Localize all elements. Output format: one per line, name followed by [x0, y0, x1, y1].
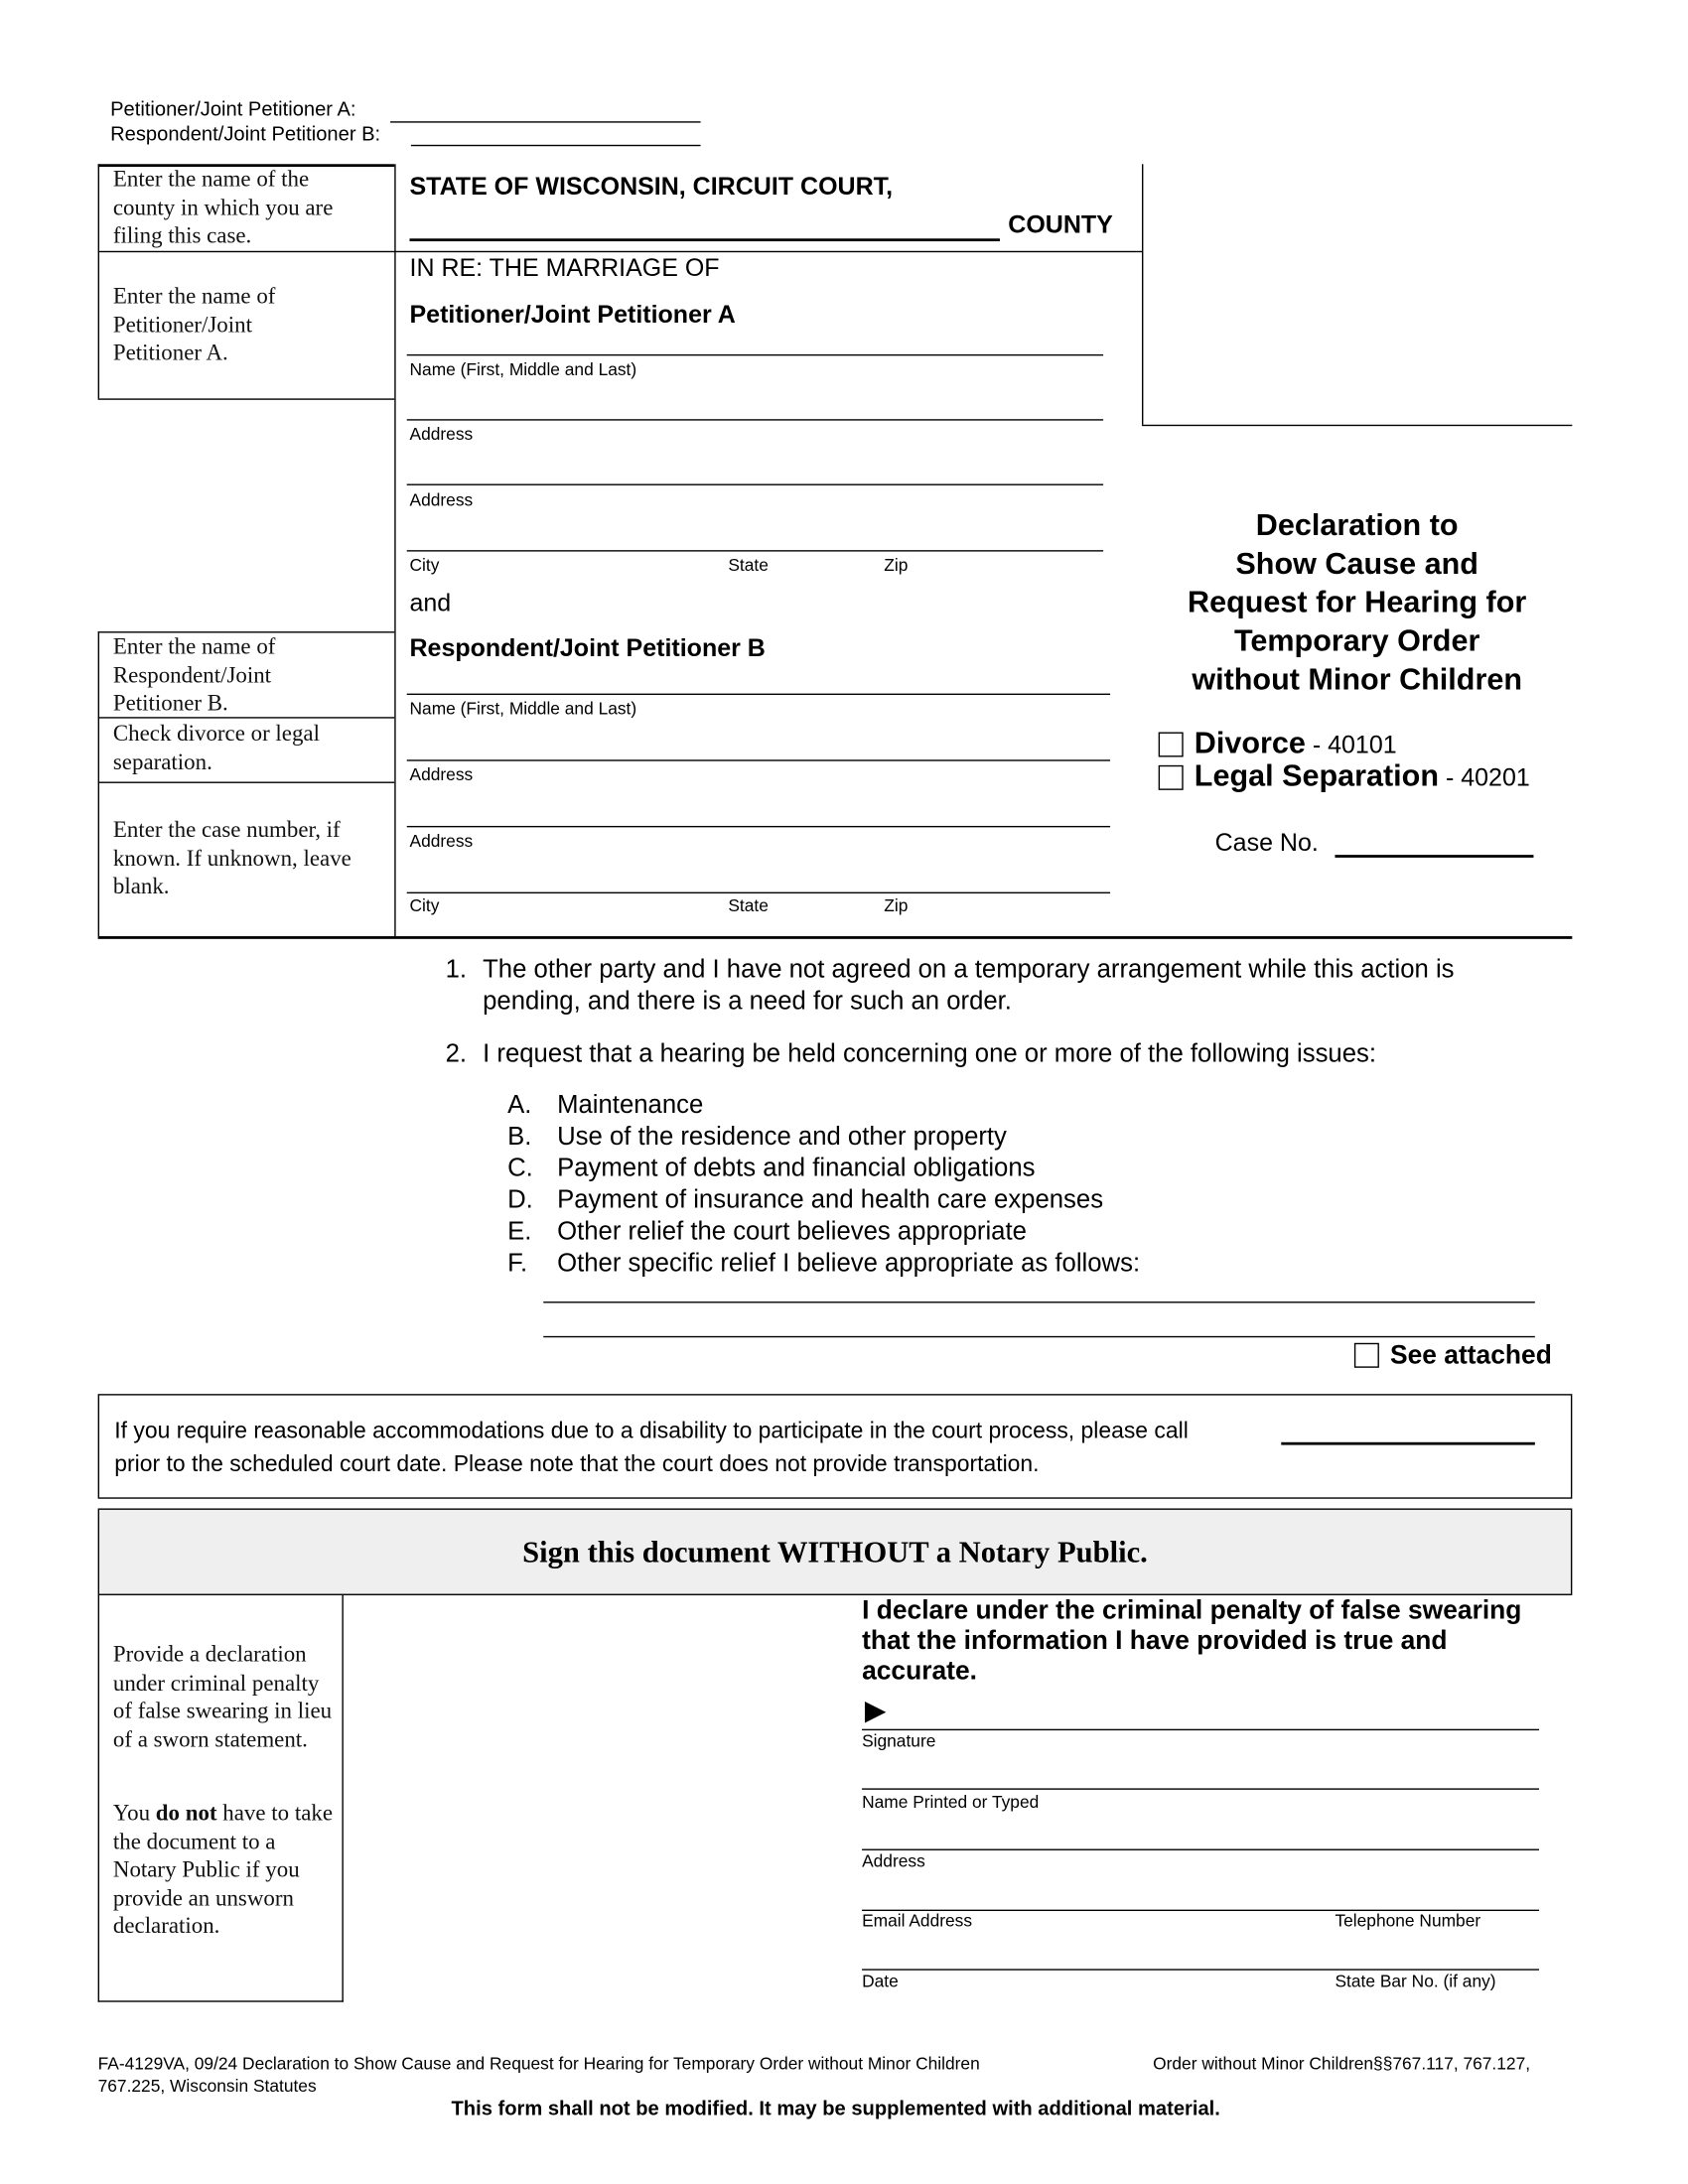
court-title: STATE OF WISCONSIN, CIRCUIT COURT,: [409, 172, 894, 201]
signature-label: Signature: [862, 1731, 936, 1751]
title-line: Declaration to: [1255, 507, 1459, 542]
title-line: Request for Hearing for: [1188, 584, 1527, 619]
party-a-heading: Petitioner/Joint Petitioner A: [409, 300, 736, 329]
caption-respondent: Enter the name of Respondent/Joint Petitioner B.: [112, 632, 276, 716]
issue-list: [507, 1088, 1140, 1279]
footer-form-id: FA-4129VA, 09/24 Declaration to Show Cause and Request for Hearing for Temporary Order without Minor Children: [97, 2054, 980, 2074]
party-b-address1-field[interactable]: [407, 759, 1110, 760]
title-line: Temporary Order: [1233, 622, 1480, 658]
divider: [1142, 164, 1143, 425]
divider: [98, 164, 99, 398]
declaration-text: I declare under the criminal penalty of false swearing that the information I have provided is true and accurate.: [862, 1596, 1522, 1687]
divorce-code: - 40101: [1305, 731, 1397, 758]
in-re-label: IN RE: THE MARRIAGE OF: [409, 253, 720, 282]
party-a-name-field[interactable]: [407, 354, 1103, 355]
party-b-address2-label: Address: [409, 831, 474, 851]
respondent-header-field[interactable]: [411, 145, 701, 146]
other-relief-field-1[interactable]: [543, 1301, 1535, 1302]
item-1-text-cont: pending, and there is a need for such an order.: [483, 986, 1012, 1016]
issue-item: F. Other specific relief I believe appropriate as follows:: [507, 1247, 1141, 1278]
county-field[interactable]: [410, 238, 1000, 241]
divider: [98, 631, 99, 936]
item-2-number: 2.: [445, 1037, 468, 1068]
party-b-state-label: State: [728, 895, 769, 916]
party-a-address2-field[interactable]: [407, 484, 1103, 485]
divider: [98, 936, 1573, 939]
legal-separation-option: [1194, 757, 1530, 793]
issue-item: B. Use of the residence and other property: [507, 1121, 1007, 1151]
divider: [98, 782, 395, 783]
signature-field[interactable]: [862, 1729, 1539, 1730]
title-line: Show Cause and: [1235, 546, 1478, 581]
email-label: Email Address: [862, 1911, 973, 1931]
party-a-city-label: City: [409, 555, 440, 576]
county-label: COUNTY: [1008, 210, 1113, 239]
legal-separation-checkbox[interactable]: [1159, 765, 1184, 790]
issue-item: A. Maintenance: [507, 1089, 704, 1119]
divider: [98, 398, 395, 399]
caption-divorce-or-separation: Check divorce or legal separation.: [112, 720, 320, 774]
issue-item: E. Other relief the court believes appropriate: [507, 1216, 1027, 1246]
legal-separation-label: Legal Separation: [1194, 757, 1440, 793]
item-1-number: 1.: [445, 954, 468, 984]
notary-note-2: You do not have to take the document to a Notary Public if you provide an unsworn declaration.: [112, 1799, 334, 1939]
see-attached-checkbox[interactable]: [1354, 1343, 1379, 1368]
state-bar-label: State Bar No. (if any): [1335, 1972, 1496, 1991]
footer-statutes-cont: 767.225, Wisconsin Statutes: [97, 2076, 317, 2097]
issue-item: D. Payment of insurance and health care expenses: [507, 1184, 1104, 1214]
footer-notice: This form shall not be modified. It may be supplemented with additional material.: [451, 2098, 1220, 2121]
address-label: Address: [862, 1851, 925, 1871]
party-b-name-field[interactable]: [407, 694, 1110, 695]
party-a-state-label: State: [728, 555, 769, 576]
see-attached-label: See attached: [1390, 1341, 1552, 1371]
caption-case-number: Enter the case number, if known. If unknown, leave blank.: [112, 816, 352, 899]
date-label: Date: [862, 1972, 899, 1991]
party-a-zip-label: Zip: [884, 555, 909, 576]
case-no-field[interactable]: [1335, 855, 1533, 858]
party-a-address1-label: Address: [409, 424, 474, 445]
respondent-header-label: Respondent/Joint Petitioner B:: [110, 124, 381, 147]
accommodation-text-cont: prior to the scheduled court date. Please note that the court does not provide transportation.: [114, 1451, 1040, 1477]
party-b-address2-field[interactable]: [407, 826, 1110, 827]
party-a-name-label: Name (First, Middle and Last): [409, 359, 637, 379]
party-a-city-field[interactable]: [407, 550, 1103, 551]
accommodation-box: [98, 1394, 1573, 1499]
party-b-heading: Respondent/Joint Petitioner B: [409, 633, 766, 662]
footer-statutes: Order without Minor Children§§767.117, 767.127,: [1153, 2054, 1531, 2074]
title-line: without Minor Children: [1192, 661, 1523, 697]
name-field[interactable]: [862, 1788, 1539, 1789]
phone-label: Telephone Number: [1335, 1911, 1481, 1931]
divorce-option: [1194, 725, 1397, 760]
party-b-name-label: Name (First, Middle and Last): [409, 699, 637, 719]
signature-arrow-icon: ▶: [864, 1696, 887, 1726]
issue-item: C. Payment of debts and financial obligations: [507, 1153, 1036, 1182]
party-a-address2-label: Address: [409, 490, 474, 510]
party-b-zip-label: Zip: [884, 895, 909, 916]
accommodation-text: If you require reasonable accommodations due to a disability to participate in the court process, please call: [114, 1419, 1189, 1444]
party-a-address1-field[interactable]: [407, 419, 1103, 420]
item-2-text: I request that a hearing be held concerning one or more of the following issues:: [483, 1037, 1376, 1068]
and-label: and: [409, 589, 452, 616]
party-b-address1-label: Address: [409, 764, 474, 785]
divider: [1142, 425, 1572, 426]
case-no-label: Case No.: [1214, 828, 1319, 857]
name-label: Name Printed or Typed: [862, 1792, 1040, 1813]
party-b-city-label: City: [409, 895, 440, 916]
caption-petitioner: Enter the name of Petitioner/Joint Petitioner A.: [112, 282, 276, 366]
document-title: [1150, 506, 1564, 699]
caption-county: Enter the name of the county in which you are filing this case.: [112, 165, 334, 249]
date-bar-field[interactable]: [862, 1969, 1539, 1970]
petitioner-header-label: Petitioner/Joint Petitioner A:: [110, 99, 356, 122]
divorce-label: Divorce: [1194, 725, 1306, 760]
item-1-text: The other party and I have not agreed on a temporary arrangement while this action is: [483, 954, 1455, 984]
divider: [394, 164, 395, 936]
legal-separation-code: - 40201: [1439, 763, 1530, 792]
party-b-city-field[interactable]: [407, 892, 1110, 893]
address-field[interactable]: [862, 1849, 1539, 1850]
divider: [98, 251, 1142, 252]
notary-note-1: Provide a declaration under criminal penalty of false swearing in lieu of a sworn statement.: [112, 1640, 333, 1752]
petitioner-header-field[interactable]: [390, 121, 701, 122]
accommodation-phone-field[interactable]: [1281, 1442, 1535, 1445]
notary-banner: Sign this document WITHOUT a Notary Public.: [98, 1508, 1573, 1595]
divorce-checkbox[interactable]: [1159, 733, 1184, 757]
other-relief-field-2[interactable]: [543, 1336, 1535, 1337]
